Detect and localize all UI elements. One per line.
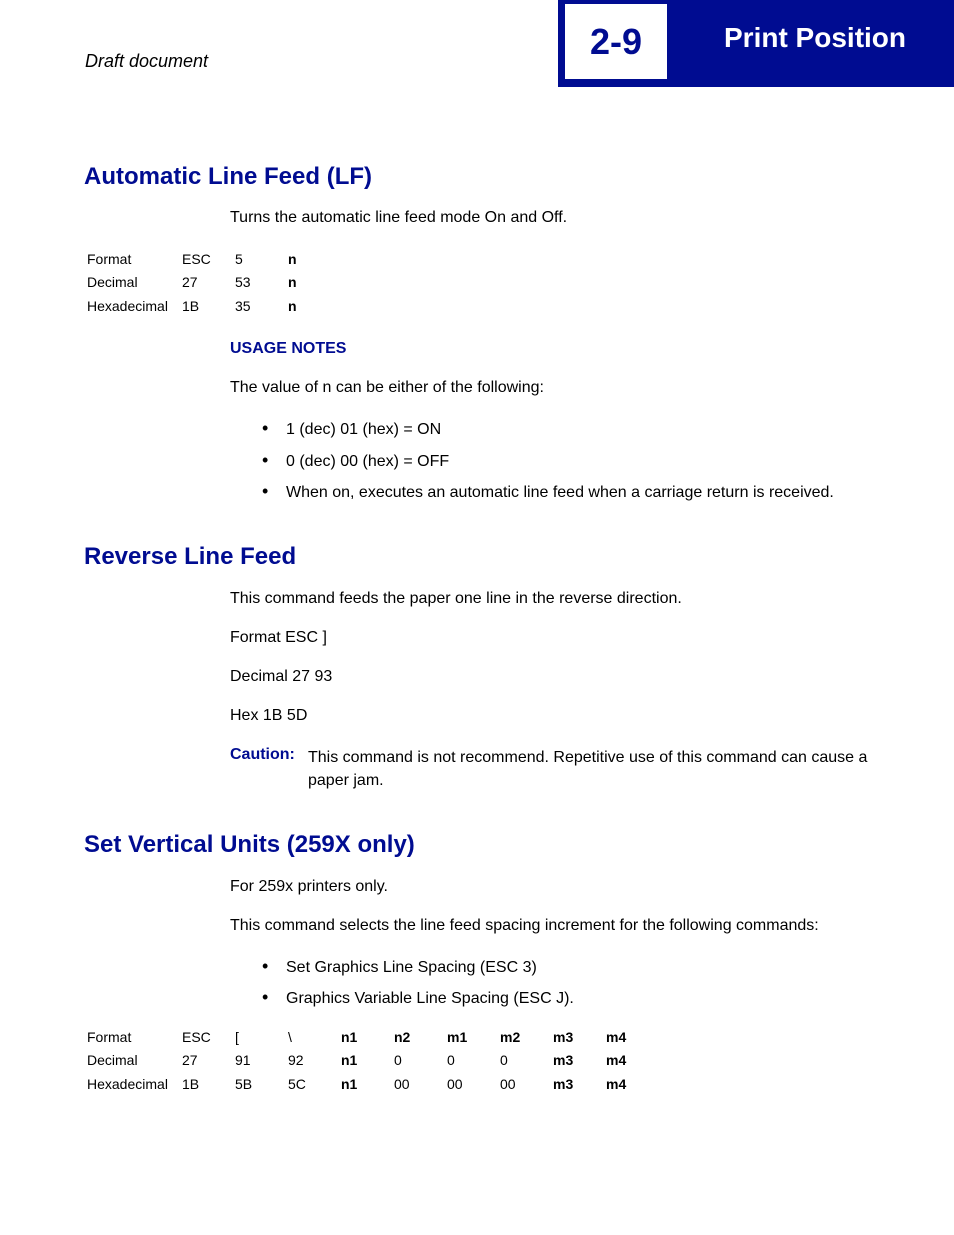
table-row <box>84 247 297 271</box>
list-item-text: Set Graphics Line Spacing (ESC 3) <box>286 959 537 976</box>
table-cell: n <box>288 250 297 267</box>
table-cell: 5 <box>235 250 243 267</box>
list-item-text: 1 (dec) 01 (hex) = ON <box>286 421 442 438</box>
table-cell: 5B <box>235 1075 253 1092</box>
list-item-text: Graphics Variable Line Spacing (ESC J). <box>286 990 574 1007</box>
rlf-intro: This command feeds the paper one line in the reverse direction. <box>230 590 682 607</box>
table-cell: m3 <box>553 1028 574 1045</box>
table-cell: 35 <box>235 297 251 314</box>
caution-text: This command is not recommend. Repetitive use of this command can cause a paper jam. <box>308 749 868 789</box>
table-cell: ESC <box>182 1028 211 1045</box>
table-row <box>84 294 297 318</box>
usage-notes-heading: USAGE NOTES <box>230 340 347 357</box>
bullet-icon: • <box>262 987 269 1007</box>
lf-intro: Turns the automatic line feed mode On and Off. <box>230 209 568 226</box>
section-title-set-vertical-units: Set Vertical Units (259X only) <box>84 831 415 858</box>
table-cell: n <box>288 297 297 314</box>
table-cell: ESC <box>182 250 211 267</box>
table-cell: 0 <box>500 1052 508 1069</box>
table-cell: 27 <box>182 1052 198 1069</box>
table-cell: m4 <box>606 1075 627 1092</box>
chapter-title: Print Position <box>724 22 906 53</box>
table-cell: Hexadecimal <box>87 1075 168 1092</box>
table-cell: n <box>288 274 297 291</box>
table-cell: Decimal <box>87 1052 138 1069</box>
table-cell: Format <box>87 250 132 267</box>
table-cell: m3 <box>553 1075 574 1092</box>
lf-command-table <box>84 247 297 318</box>
table-row <box>84 1025 656 1049</box>
table-cell: 92 <box>288 1052 304 1069</box>
table-cell: m1 <box>447 1028 468 1045</box>
page-number-box <box>564 3 668 80</box>
rlf-decimal: Decimal 27 93 <box>230 668 333 685</box>
table-cell: 00 <box>394 1075 410 1092</box>
table-row <box>84 1049 656 1073</box>
table-row <box>84 1072 656 1096</box>
usage-intro: The value of n can be either of the following: <box>230 379 544 396</box>
table-cell: m3 <box>553 1052 574 1069</box>
section-title-automatic-line-feed: Automatic Line Feed (LF) <box>84 163 372 190</box>
table-cell: 27 <box>182 274 198 291</box>
list-item-text: When on, executes an automatic line feed when a carriage return is received. <box>286 484 834 501</box>
bullet-icon: • <box>262 418 269 438</box>
caution-label: Caution: <box>230 746 295 763</box>
rlf-hex: Hex 1B 5D <box>230 707 308 724</box>
table-cell: 1B <box>182 1075 200 1092</box>
table-cell: Decimal <box>87 274 138 291</box>
table-cell: [ <box>235 1028 239 1045</box>
svu-intro-2: This command selects the line feed spacing increment for the following commands: <box>230 917 819 934</box>
table-cell: n2 <box>394 1028 411 1045</box>
table-cell: 91 <box>235 1052 251 1069</box>
draft-label: Draft document <box>85 51 209 71</box>
table-cell: 00 <box>447 1075 463 1092</box>
table-cell: 0 <box>394 1052 402 1069</box>
section-title-reverse-line-feed: Reverse Line Feed <box>84 543 297 570</box>
table-cell: n1 <box>341 1052 358 1069</box>
list-item <box>262 956 537 977</box>
table-cell: \ <box>288 1028 292 1045</box>
table-cell: 00 <box>500 1075 516 1092</box>
table-cell: n1 <box>341 1028 358 1045</box>
table-cell: m4 <box>606 1028 627 1045</box>
page-number: 2-9 <box>589 20 643 62</box>
table-cell: n1 <box>341 1075 358 1092</box>
table-row <box>84 271 297 295</box>
table-cell: 53 <box>235 274 251 291</box>
svu-command-table <box>84 1025 656 1096</box>
list-item <box>262 418 441 439</box>
table-cell: 0 <box>447 1052 455 1069</box>
list-item <box>262 987 574 1008</box>
bullet-icon: • <box>262 450 269 470</box>
table-cell: m4 <box>606 1052 627 1069</box>
rlf-format: Format ESC ] <box>230 629 327 646</box>
table-cell: 1B <box>182 297 200 314</box>
list-item <box>262 450 449 471</box>
list-item-text: 0 (dec) 00 (hex) = OFF <box>286 453 450 470</box>
table-cell: m2 <box>500 1028 521 1045</box>
table-cell: Format <box>87 1028 132 1045</box>
list-item <box>262 481 834 502</box>
bullet-icon: • <box>262 481 269 501</box>
svu-intro-1: For 259x printers only. <box>230 878 388 895</box>
table-cell: 5C <box>288 1075 306 1092</box>
table-cell: Hexadecimal <box>87 297 168 314</box>
bullet-icon: • <box>262 956 269 976</box>
